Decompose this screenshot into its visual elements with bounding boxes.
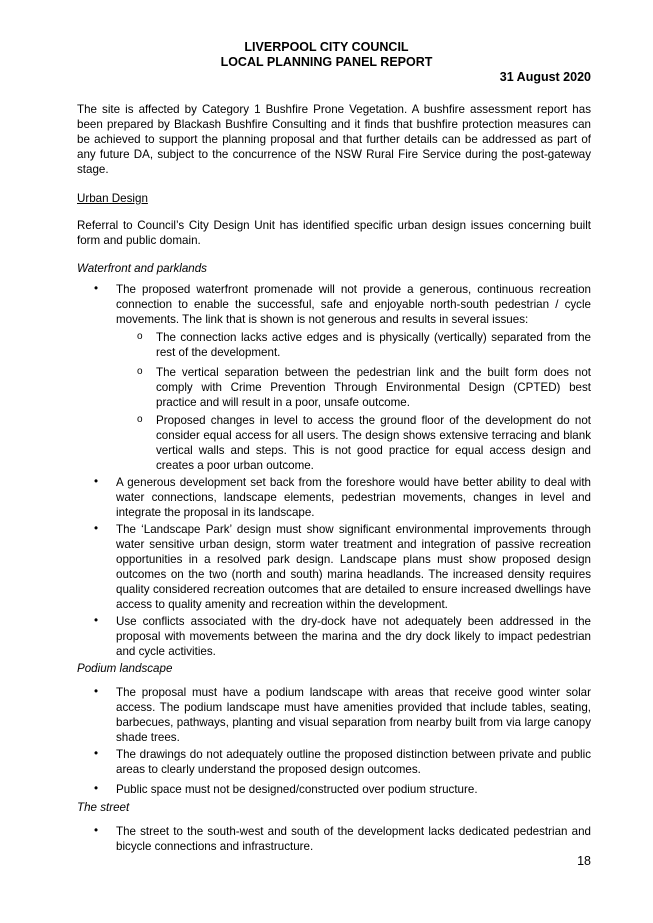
- report-title: LOCAL PLANNING PANEL REPORT: [220, 55, 433, 69]
- bullet-marker: •: [94, 522, 99, 535]
- bullet-marker: •: [94, 475, 99, 488]
- bushfire-paragraph: The site is affected by Category 1 Bushfire Prone Vegetation. A bushfire assessment report has been prepared by Blackash Bushfire Consulting and it finds that bushfire protection measures can be achieved to support the planning proposal and that further details can be addressed as part of any future DA, subject to the concurrence of the NSW Rural Fire Service during the post-gateway stage.: [77, 103, 591, 176]
- waterfront-bullet-1: The proposed waterfront promenade will not provide a generous, continuous recreation connection to enable the successful, safe and enjoyable north-south pedestrian / cycle movements. The link that is shown is not generous and results in several issues:: [116, 283, 591, 326]
- report-date: 31 August 2020: [499, 70, 591, 84]
- waterfront-bullet-3: The ‘Landscape Park’ design must show significant environmental improvements through water sensitive urban design, storm water treatment and integration of passive recreation opportunities in a resolved park design. Landscape plans must show proposed design outcomes on the two (north and south) marina headlands. The increased density requires quality considered recreation outcomes that are detailed to ensure increased dwellings have access to quality amenity and recreation within the development.: [116, 523, 591, 611]
- bullet-marker: •: [94, 282, 99, 295]
- waterfront-bullet-2: A generous development set back from the foreshore would have better ability to deal with water connections, landscape elements, pedestrian movements, changes in level and integrate the proposal in its landscape.: [116, 476, 591, 519]
- bullet-marker: •: [94, 824, 99, 837]
- street-heading: The street: [77, 801, 130, 814]
- urban-design-paragraph: Referral to Council’s City Design Unit has identified specific urban design issues concerning built form and public domain.: [77, 219, 591, 247]
- podium-heading: Podium landscape: [77, 662, 173, 675]
- bullet-marker: •: [94, 685, 99, 698]
- bullet-marker: •: [94, 782, 99, 795]
- waterfront-sub-1: The connection lacks active edges and is physically (vertically) separated from the rest of the development.: [156, 331, 591, 359]
- street-bullet-1: The street to the south-west and south of the development lacks dedicated pedestrian and bicycle connections and infrastructure.: [116, 825, 591, 853]
- waterfront-sub-2: The vertical separation between the pedestrian link and the built form does not comply with Crime Prevention Through Environmental Design (CPTED) best practice and will result in a poor, unsafe outcome.: [156, 366, 591, 409]
- podium-bullet-2: The drawings do not adequately outline the proposed distinction between private and public areas to clearly understand the proposed design outcomes.: [116, 748, 591, 776]
- council-name: LIVERPOOL CITY COUNCIL: [244, 40, 409, 54]
- waterfront-bullet-4: Use conflicts associated with the dry-dock have not adequately been addressed in the proposal with movements between the marina and the dry dock likely to impact pedestrian and cycle activities.: [116, 615, 591, 658]
- podium-bullet-1: The proposal must have a podium landscape with areas that receive good winter solar access. The podium landscape must have amenities provided that include tables, seating, barbecues, pathways, planting and visual separation from nearby built from via large canopy shade trees.: [116, 686, 591, 744]
- page-number: 18: [577, 854, 591, 868]
- sub-bullet-marker: o: [137, 366, 143, 377]
- urban-design-heading: Urban Design: [77, 192, 148, 205]
- podium-bullet-3: Public space must not be designed/constructed over podium structure.: [116, 783, 478, 796]
- bullet-marker: •: [94, 747, 99, 760]
- sub-bullet-marker: o: [137, 414, 143, 425]
- waterfront-heading: Waterfront and parklands: [77, 262, 207, 275]
- bullet-marker: •: [94, 614, 99, 627]
- waterfront-sub-3: Proposed changes in level to access the ground floor of the development do not consider equal access for all users. The design shows extensive terracing and blank vertical walls and steps. This is not good practice for equal access design and creates a poor urban outcome.: [156, 414, 591, 472]
- sub-bullet-marker: o: [137, 331, 143, 342]
